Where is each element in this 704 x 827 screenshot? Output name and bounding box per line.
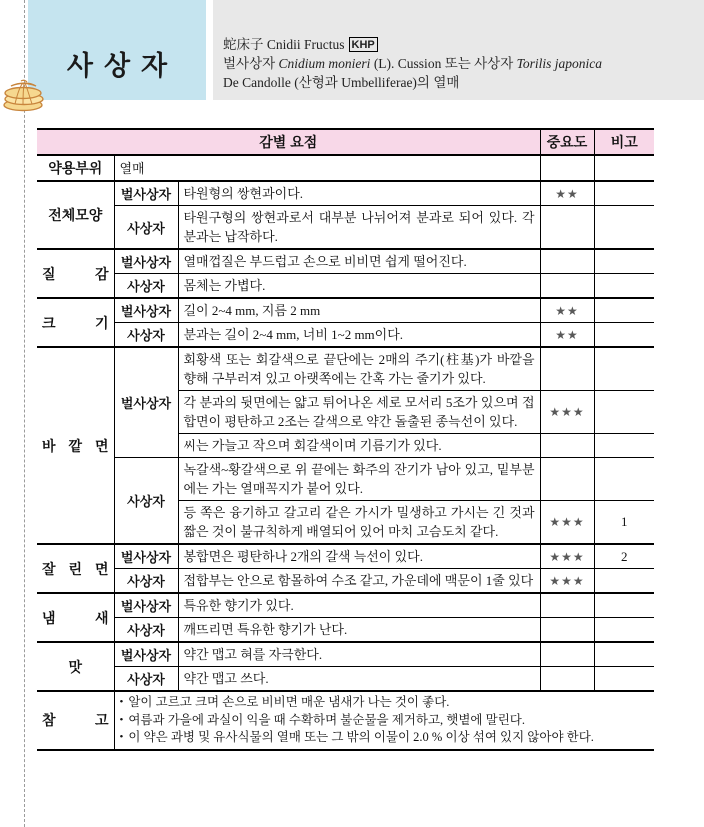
description-cell: 접합부는 안으로 함몰하여 수조 같고, 가운데에 맥문이 1줄 있다 [178,569,540,594]
species-prefix: 벌사상자 [223,56,279,71]
description-cell: 녹갈색~황갈색으로 위 끝에는 화주의 잔기가 남아 있고, 밑부분에는 가는 열매꼭지가 붙어 있다. [178,458,540,501]
name-line [223,35,696,54]
remark-bullet [120,712,650,730]
note-cell [594,618,654,643]
subtype-cell: 벌사상자 [114,249,178,274]
importance-cell: ★★★ [540,544,594,569]
note-cell [594,569,654,594]
importance-cell: ★★ [540,181,594,206]
note-cell [594,458,654,501]
latin-name: Cnidii Fructus [266,37,345,52]
remarks-cell [114,691,654,750]
note-cell [594,298,654,323]
species-name-2: Torilis japonica [516,56,603,71]
table-row [37,155,654,181]
bullet-text: 알이 고르고 크며 손으로 비비면 매운 냄새가 나는 것이 좋다. [128,695,450,709]
header-note: 비고 [594,129,654,155]
species-line [223,54,696,73]
subtype-cell: 사상자 [114,667,178,692]
bullet-text: 이 약은 과병 및 유사식물의 열매 또는 그 밖의 이물이 2.0 % 이상 섞여 있지 않아야 한다. [128,730,594,744]
importance-cell [540,642,594,667]
description-cell: 봉합면은 평탄하나 2개의 갈색 늑선이 있다. [178,544,540,569]
description-cell: 분과는 길이 2~4 mm, 너비 1~2 mm이다. [178,323,540,348]
importance-cell: ★★★ [540,391,594,434]
note-cell: 2 [594,544,654,569]
category-cell: 질 감 [37,249,114,298]
subtype-cell: 벌사상자 [114,298,178,323]
header-info-box [213,0,704,100]
table-row [37,323,654,348]
description-cell: 씨는 가늘고 작으며 회갈색이며 기름기가 있다. [178,434,540,458]
category-cell: 약용부위 [37,155,114,181]
title-box [28,0,206,100]
table-row [37,458,654,501]
description-cell: 약간 맵고 혀를 자극한다. [178,642,540,667]
subtype-cell: 사상자 [114,569,178,594]
note-cell [594,323,654,348]
importance-cell [540,667,594,692]
note-cell [594,249,654,274]
bullet-icon: • [119,696,124,708]
table-row [37,181,654,206]
note-cell [594,593,654,618]
note-cell [594,181,654,206]
subtype-cell: 벌사상자 [114,181,178,206]
description-cell: 특유한 향기가 있다. [178,593,540,618]
note-cell [594,434,654,458]
description-cell: 깨뜨리면 특유한 향기가 난다. [178,618,540,643]
note-cell [594,155,654,181]
importance-cell: ★★ [540,298,594,323]
subtype-cell: 사상자 [114,618,178,643]
subtype-cell: 벌사상자 [114,642,178,667]
description-cell: 열매껍질은 부드럽고 손으로 비비면 쉽게 떨어진다. [178,249,540,274]
subtype-cell: 벌사상자 [114,544,178,569]
table-row [37,569,654,594]
description-cell: 타원형의 쌍현과이다. [178,181,540,206]
importance-cell [540,458,594,501]
importance-cell [540,434,594,458]
hanja-name: 蛇床子 [223,37,264,52]
importance-cell: ★★★ [540,569,594,594]
remark-bullet [120,694,650,712]
table-row [37,667,654,692]
bullet-icon: • [119,713,124,726]
importance-cell: ★★ [540,323,594,348]
table-row [37,298,654,323]
subtype-cell: 사상자 [114,274,178,299]
description-cell: 타원구형의 쌍현과로서 대부분 나뉘어져 분과로 되어 있다. 각 분과는 납작하다. [178,206,540,250]
category-cell: 맛 [37,642,114,691]
category-cell: 참 고 [37,691,114,750]
importance-cell [540,618,594,643]
table-row [37,544,654,569]
table-row [37,206,654,250]
header-key-points: 감별 요점 [37,129,540,155]
category-cell: 크 기 [37,298,114,347]
category-cell: 냄 새 [37,593,114,642]
note-cell [594,642,654,667]
subtype-cell: 벌사상자 [114,347,178,458]
importance-cell [540,155,594,181]
note-cell [594,347,654,391]
importance-cell [540,274,594,299]
remark-bullet [120,729,650,747]
description-cell: 약간 맵고 쓰다. [178,667,540,692]
table-row [37,274,654,299]
header-importance: 중요도 [540,129,594,155]
table-row [37,642,654,667]
bullet-text: 여름과 가을에 과실이 익을 때 수확하며 불순물을 제거하고, 햇볕에 말린다. [128,712,525,727]
importance-cell [540,206,594,250]
note-cell: 1 [594,501,654,545]
page-title: 사상자 [66,51,179,81]
subtype-cell: 사상자 [114,206,178,250]
binding-dashed-line [24,0,25,827]
description-cell: 몸체는 가볍다. [178,274,540,299]
note-cell [594,274,654,299]
description-cell: 열매 [114,155,540,181]
subtype-cell: 사상자 [114,323,178,348]
species-middle: (L). Cussion 또는 사상자 [370,56,517,71]
subtype-cell: 사상자 [114,458,178,545]
importance-cell [540,347,594,391]
identification-table [37,128,654,751]
table-row [37,593,654,618]
description-cell: 길이 2~4 mm, 지름 2 mm [178,298,540,323]
family-line: De Candolle (산형과 Umbelliferae)의 열매 [223,75,460,90]
straw-stack-icon [1,78,49,112]
importance-cell [540,593,594,618]
table-row [37,347,654,391]
table-row [37,618,654,643]
importance-cell [540,249,594,274]
table-header-row [37,129,654,155]
description-cell: 등 쪽은 융기하고 갈고리 같은 가시가 밀생하고 가시는 긴 것과 짧은 것이 불규칙하게 배열되어 있어 마치 고슴도치 같다. [178,501,540,545]
note-cell [594,667,654,692]
description-cell: 회황색 또는 회갈색으로 끝단에는 2매의 주기(柱基)가 바깥을 향해 구부러져 있고 아랫쪽에는 간혹 가는 줄기가 있다. [178,347,540,391]
category-cell: 잘 린 면 [37,544,114,593]
note-cell [594,206,654,250]
importance-cell: ★★★ [540,501,594,545]
species-name-1: Cnidium monieri [278,56,371,71]
description-cell: 각 분과의 뒷면에는 얇고 튀어나온 세로 모서리 5조가 있으며 접합면이 평탄하고 2조는 갈색으로 약간 돌출된 종늑선이 있다. [178,391,540,434]
note-cell [594,391,654,434]
table-row [37,249,654,274]
khp-badge: KHP [349,37,378,52]
category-cell: 바 깥 면 [37,347,114,544]
subtype-cell: 벌사상자 [114,593,178,618]
category-cell: 전체모양 [37,181,114,249]
table-row [37,691,654,750]
bullet-icon: • [119,731,124,743]
